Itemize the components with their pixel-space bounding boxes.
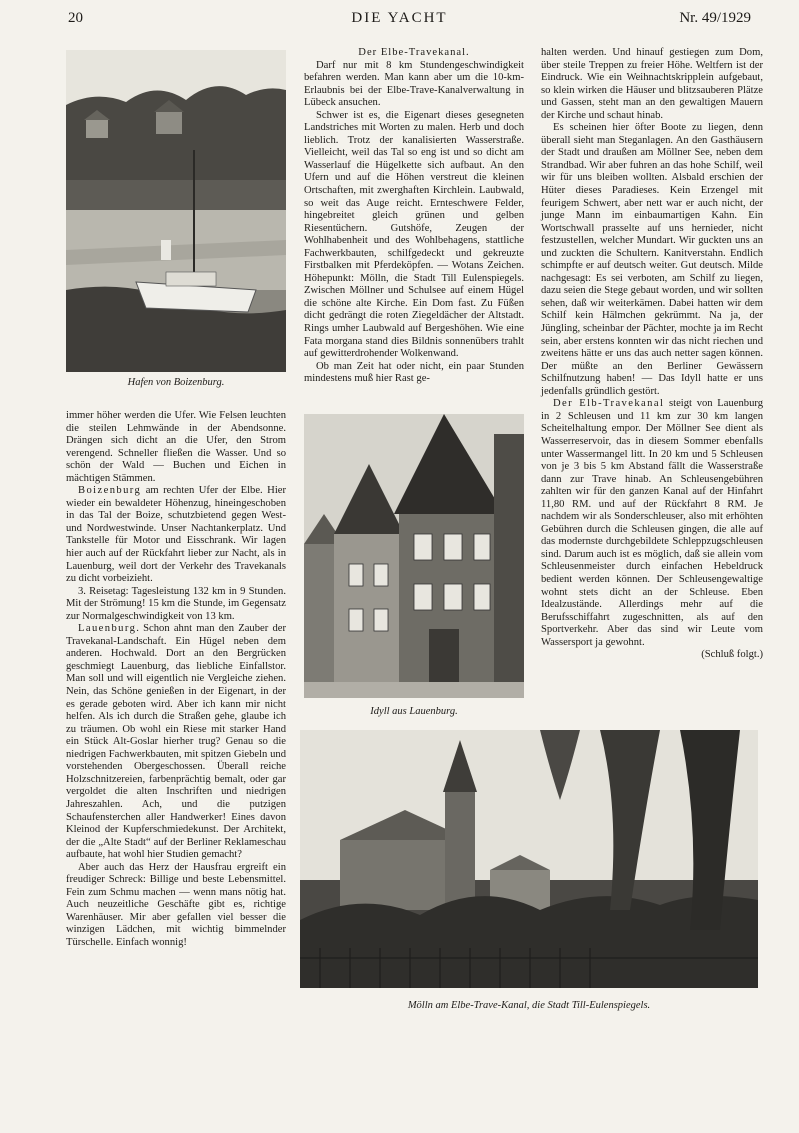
- col2-paragraph-2: Schwer ist es, die Eigenart dieses gesegneten Landstriches mit Worten zu malen. Herb und doch lieblich. Trotz der kanalisierten Wasserstraße. Vielleicht, weil das Tal so eng ist und so dicht am Wasserlauf die Hügelkette sich aufbaut. An den Ufern und auf die Höhen verstreut die kleinen Ortschaften, mit zwerghaften Kirchlein. Laubwald, so weit das Auge reicht. Ernteschwere Felder, hingebreitet gleich grünen und gelben Riesentüchern. Gutshöfe, Zeugen der Wohlhabenheit und des Wohlbehagens, stattliche Fachwerkbauten, schilfgedeckt und gekreuzte Firstbalken mit Pferdeköpfen. — Wotans Zeichen. Höhepunkt: Mölln, die Stadt Till Eulenspiegels. Zwischen Möllner und Schulsee auf einem Hügel die schöne alte Kirche. Ein Dom fast. Zu Füßen dicht gedrängt die roten Ziegeldächer der Altstadt. Rings umher Laubwald auf Bergeshöhen. Wie eine Fata morgana stand dies Bildnis sonnenübers trahlt auf gewitterdrohender Wolkenwand.: [304, 109, 524, 360]
- lauenburg-illustration: [304, 414, 524, 698]
- col1-paragraph-5: Aber auch das Herz der Hausfrau ergreift ein freudiger Schreck: Billige und beste Lebensmittel. Fein zum Schmu machen — wenn mans nötig hat. Auch neuzeitliche Geschäfte gibt es, richtige Warenhäuser. Mir aber gefallen viel besser die winzigen Lädchen, mit wichtig bimmelnder Türschelle. Einfach wonnig!: [66, 861, 286, 948]
- col3-paragraph-3: [541, 398, 763, 649]
- column-3: [541, 47, 763, 662]
- photo-boizenburg-harbor: [66, 50, 286, 372]
- photo-moelln-panorama: [300, 730, 758, 988]
- to-be-continued-note: (Schluß folgt.): [701, 649, 763, 661]
- col3-lead-elb-travekanal: Der Elb-Travekanal: [553, 398, 665, 410]
- column-2: [304, 47, 524, 386]
- caption-moelln: Mölln am Elbe-Trave-Kanal, die Stadt Till-Eulenspiegels.: [407, 1000, 651, 1011]
- column-1: [66, 410, 286, 950]
- col1-lead-boizenburg: Boizenburg: [78, 485, 142, 497]
- col1-paragraph-1: immer höher werden die Ufer. Wie Felsen leuchten die steilen Lehmwände in der Abendsonne. Drängen sich dicht an die Ufer, den Strom verengend. Schneller fließen die Wasser. Und so schön der Wald — Buchen und Eichen in mächtigen Stämmen.: [66, 410, 286, 484]
- col3-paragraph-1: halten werden. Und hinauf gestiegen zum Dom, über steile Treppen zu freier Höhe. Weltfern ist der Eindruck. Wie ein Weihnachtskripplein aufgebaut, so klein wirken die Häuser und blitzsauberen Plätze und Gassen, steht man an den gewaltigen Mauern der Kirche und schaut hinab.: [541, 47, 763, 121]
- photo-lauenburg-idyll: [304, 414, 524, 698]
- magazine-title: DIE YACHT: [351, 10, 448, 26]
- page-number: 20: [68, 10, 83, 26]
- col1-paragraph-4-text: . Schon ahnt man den Zauber der Travekanal-Landschaft. Ein Hügel neben dem anderen. Hochwald. Dort an den Bergrücken geschmiegt Lauenburg, das liebliche Einfallstor. Man soll und will eigentlich nie Vergleiche ziehen. Nein, das Schöne genießen in der Eigenart, in der es gerade geboten wird. Aber ich kann mir nicht helfen. Als ich durch die Straßen gehe, glaube ich zu träumen. Ob wohl ein Riese mit starker Hand ein Stück Alt-Goslar hierher trug? Genau so die niedrigen Fachwerkbauten, mit spitzen Giebeln und vorstehenden Obergeschossen. Überall reiche Holzschnitzereien, farbenprächtig bemalt, oder gar vergoldet die alten Inschriften und niedrigen Jahreszahlen. Ach, und die putzigen Schaufensterchen aller Handwerker! Eines davon Kleinod der Kupferschmiedekunst. Der Architekt, der die „Alte Stadt“ auf der Berliner Reklameschau aufbaute, hat wohl hier Studien gemacht?: [66, 623, 286, 861]
- col1-paragraph-2: [66, 485, 286, 585]
- harbor-illustration: [66, 50, 286, 372]
- col1-paragraph-4: [66, 623, 286, 861]
- caption-lauenburg: Idyll aus Lauenburg.: [370, 706, 458, 717]
- section-heading-elbe-travekanal: Der Elbe-Travekanal.: [358, 47, 470, 58]
- caption-boizenburg: Hafen von Boizenburg.: [127, 377, 225, 388]
- col1-lead-lauenburg: Lauenburg: [78, 623, 137, 635]
- col2-paragraph-3: Ob man Zeit hat oder nicht, ein paar Stunden mindestens muß hier Rast ge-: [304, 360, 524, 385]
- col3-paragraph-3-text: steigt von Lauenburg in 2 Schleusen und 11 km zur 30 km langen Scheitelhaltung empor. Der Möllner See dient als Wasserreservoir, das in diesem Sommer ebenfalls unter Wassermangel litt. In 20 km und 5 Schleusen von je 3 bis 5 km Abstand fällt die Wasserstraße dann zur Trave hinab. An Schleusengebühren zahlten wir für den ganzen Kanal auf der Hinfahrt 11,80 RM. und auf der Rückfahrt 8 RM. Je nachdem wir als Sonderschleuser, also mit erhöhten Gebühren durch die Schleusen gingen, die alle auf das modernste durchgebildete Schleppzugschleusen sind. Darum auch ist es möglich, daß sie allein vom Schleusenmeister durch einfachen Hebeldruck bedient werden können. Der Schleusengewaltige wohnt stets dicht an der Schleuse. Eben Idealzustände. Allerdings mehr auf die Berufsschiffahrt zugeschnitten, als auf den Sportverkehr. Aber das sind wir Leute vom Wassersport ja gewohnt.: [541, 398, 763, 648]
- col2-paragraph-1: Darf nur mit 8 km Stundengeschwindigkeit befahren werden. Man kann aber um die 10-km-Erlaubnis bei der Elbe-Trave-Kanalverwaltung in Lübeck ansuchen.: [304, 59, 524, 109]
- col1-paragraph-2-text: am rechten Ufer der Elbe. Hier wieder ein bewaldeter Höhenzug, hineingeschoben in das Tal der Boize, schutzbietend gegen West- und Nordwestwinde. Unser Nachtankerplatz. Und Tankstelle für Motor und Eisschrank. Wir lagen hier auch auf der Rückfahrt lieber zur Nacht, als in Lauenburg, weil dort der Verkehr des Travekanals zu dicht vorbeizieht.: [66, 485, 286, 585]
- issue-number: Nr. 49/1929: [679, 10, 751, 26]
- col1-paragraph-3: 3. Reisetag: Tagesleistung 132 km in 9 Stunden. Mit der Strömung! 15 km die Stunde, im Gegensatz zur Normalgeschwindigkeit von 13 km.: [66, 585, 286, 622]
- moelln-illustration: [300, 730, 758, 988]
- col3-paragraph-2: Es scheinen hier öfter Boote zu liegen, denn überall sieht man Steganlagen. An den Gasthäusern der Stadt und draußen am Möllner See, neben dem Strandbad. Wir aber fuhren an das hohe Schilf, weil wir für uns bleiben wollten. Alsbald erschien der Hüter dieses Paradieses. Kein Erzengel mit feurigem Schwert, aber nett war er auch nicht, der junge Mann im einbaumartigen Kahn. Ein Wortschwall prasselte auf uns hernieder, nicht festzustellen, welcher Mundart. Wir guckten uns an und zuckten die Schultern. Kanitverstahn. Endlich schimpfte er auf deutsch weiter. Gut deutsch. Milde nachgesagt: Es sei verboten, am Schilf zu liegen, dazu seien die Stege gebaut worden, und wir sollten sehen, daß wir weiterkämen. Dabei hatten wir dem Schilf kein Hälmchen gekrümmt. Na ja, der Jüngling, scheinbar der Pächter, mochte ja im Recht sein, aber erstens konnten wir das nicht riechen und zweitens hätte er uns das auch netter sagen können. Der müßte an den Berliner Gewässern Schilfnutzung haben! — Das Idyll hatte er uns jedenfalls gründlich gestört.: [541, 122, 763, 397]
